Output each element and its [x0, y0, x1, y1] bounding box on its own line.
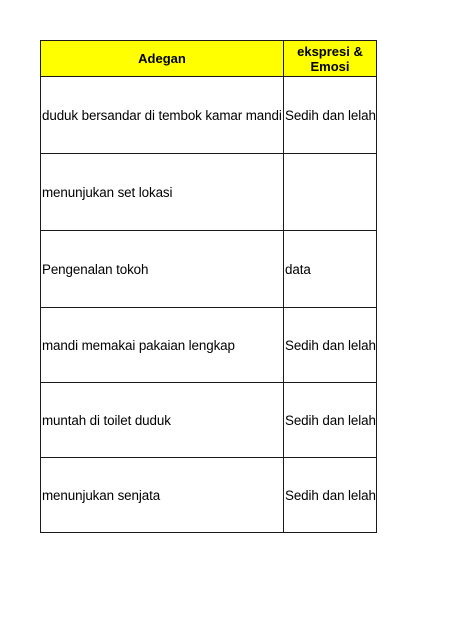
- cell-emosi: Sedih dan lelah: [284, 77, 377, 154]
- cell-emosi: data: [284, 231, 377, 308]
- cell-emosi: Sedih dan lelah: [284, 308, 377, 383]
- header-ekspresi-emosi: ekspresi & Emosi: [284, 41, 377, 77]
- cell-emosi: Sedih dan lelah: [284, 383, 377, 458]
- cell-adegan: mandi memakai pakaian lengkap: [41, 308, 284, 383]
- header-row: [41, 41, 377, 77]
- cell-emosi: Sedih dan lelah: [284, 458, 377, 533]
- table-row: [41, 383, 377, 458]
- cell-adegan: menunjukan senjata: [41, 458, 284, 533]
- scene-table: [40, 40, 377, 533]
- table-row: [41, 77, 377, 154]
- cell-adegan: muntah di toilet duduk: [41, 383, 284, 458]
- table-row: [41, 308, 377, 383]
- header-adegan: Adegan: [41, 41, 284, 77]
- cell-adegan: Pengenalan tokoh: [41, 231, 284, 308]
- table-row: [41, 458, 377, 533]
- cell-emosi: [284, 154, 377, 231]
- table-row: [41, 154, 377, 231]
- cell-adegan: menunjukan set lokasi: [41, 154, 284, 231]
- cell-adegan: duduk bersandar di tembok kamar mandi: [41, 77, 284, 154]
- table-row: [41, 231, 377, 308]
